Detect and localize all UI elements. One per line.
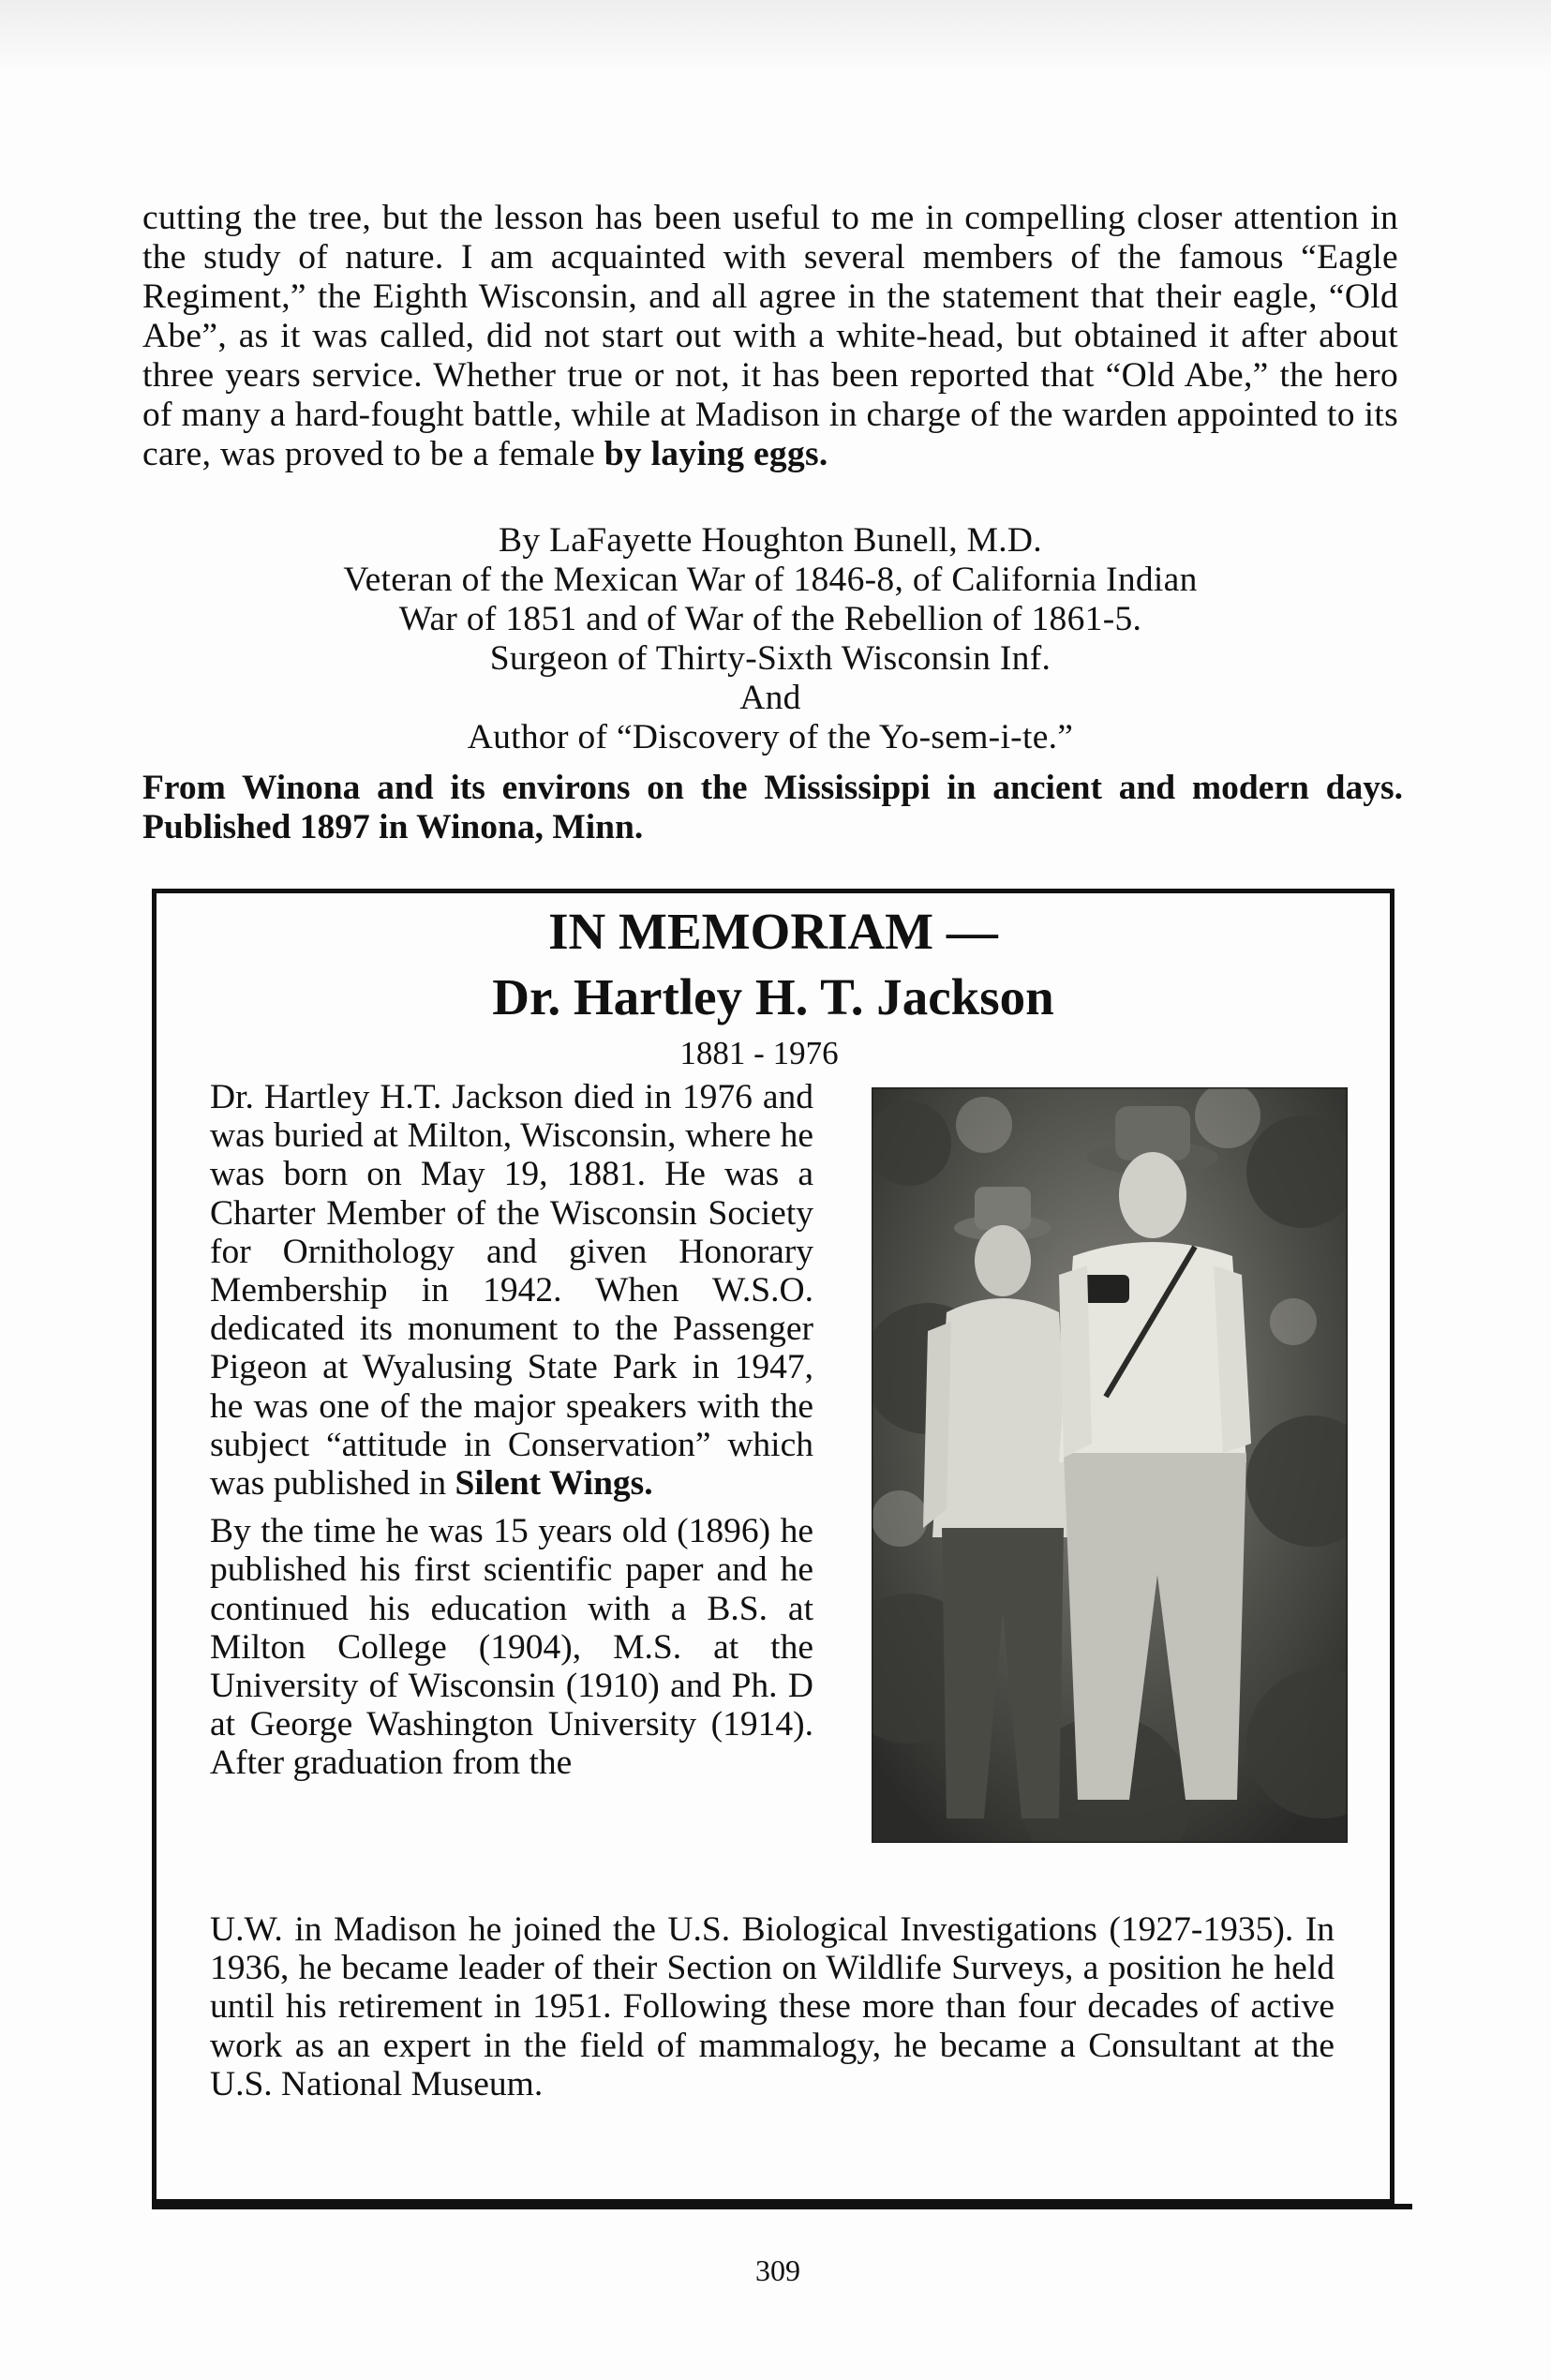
source-citation: From Winona and its environs on the Mississippi in ancient and modern days. Published 1897 in Winona, Minn. [142,769,1403,846]
byline-line-1: By LaFayette Houghton Bunell, M.D. [499,521,1042,560]
author-byline [142,521,1398,757]
page-number: 309 [755,2253,800,2287]
scan-shadow [0,0,1551,75]
article-paragraph [142,199,1398,474]
photo-two-men-binoculars [872,1087,1348,1843]
memoriam-paragraph-1 [210,1078,813,1503]
byline-line-4: Surgeon of Thirty-Sixth Wisconsin Inf. [489,639,1051,678]
photo-illustration [872,1087,1348,1843]
memoriam-paragraph-2-continued: U.W. in Madison he joined the U.S. Biological Investigations (1927-1935). In 1936, he became leader of their Section on Wildlife Surveys, a position he held until his retirement in 1951. Following these more than four decades of active work as an expert in the field of mammalogy, he became a Consultant at the U.S. National Museum. [210,1910,1335,2103]
memoriam-para1-bold: Silent Wings. [455,1464,653,1504]
memoriam-bottom-rule [152,2204,1412,2209]
memoriam-para1-text: Dr. Hartley H.T. Jackson died in 1976 and was buried at Milton, Wisconsin, where he was born on May 19, 1881. He was a Charter Member of the Wisconsin Society for Ornithology and given Honorary Membership in 1942. When W.S.O. dedicated its monument to the Passenger Pigeon at Wyalusing State Park in 1947, he was one of the major speakers with the subject “attitude in Conservation” which was published in [210,1078,813,1504]
memoriam-paragraph-2: By the time he was 15 years old (1896) he published his first scientific paper and he continued his education with a B.S. at Milton College (1904), M.S. at the University of Wisconsin (1910) and Ph. D at George Washington University (1914). After graduation from the [210,1512,813,1783]
memoriam-column [210,1078,813,1792]
byline-line-3: War of 1851 and of War of the Rebellion of 1861-5. [398,600,1142,638]
memoriam-dates: 1881 - 1976 [679,1035,839,1071]
byline-line-6: Author of “Discovery of the Yo-sem-i-te.” [467,718,1074,756]
article-text: cutting the tree, but the lesson has been useful to me in compelling closer attention in the study of nature. I am acquainted with several members of the famous “Eagle Regiment,” the Eighth Wisconsin, and all agree in the statement that their eagle, “Old Abe”, as it was called, did not start out with a white-head, but obtained it after about three years service. Whether true or not, it has been reported that “Old Abe,” the hero of many a hard-fought battle, while at Madison in charge of the warden appointed to its care, was proved to be a female [142,199,1398,473]
byline-line-5: And [739,679,801,717]
article-bold-text: by laying eggs. [595,435,828,473]
byline-line-2: Veteran of the Mexican War of 1846-8, of California Indian [343,561,1198,599]
memoriam-name: Dr. Hartley H. T. Jackson [492,968,1054,1025]
memoriam-heading: IN MEMORIAM — [548,903,998,960]
